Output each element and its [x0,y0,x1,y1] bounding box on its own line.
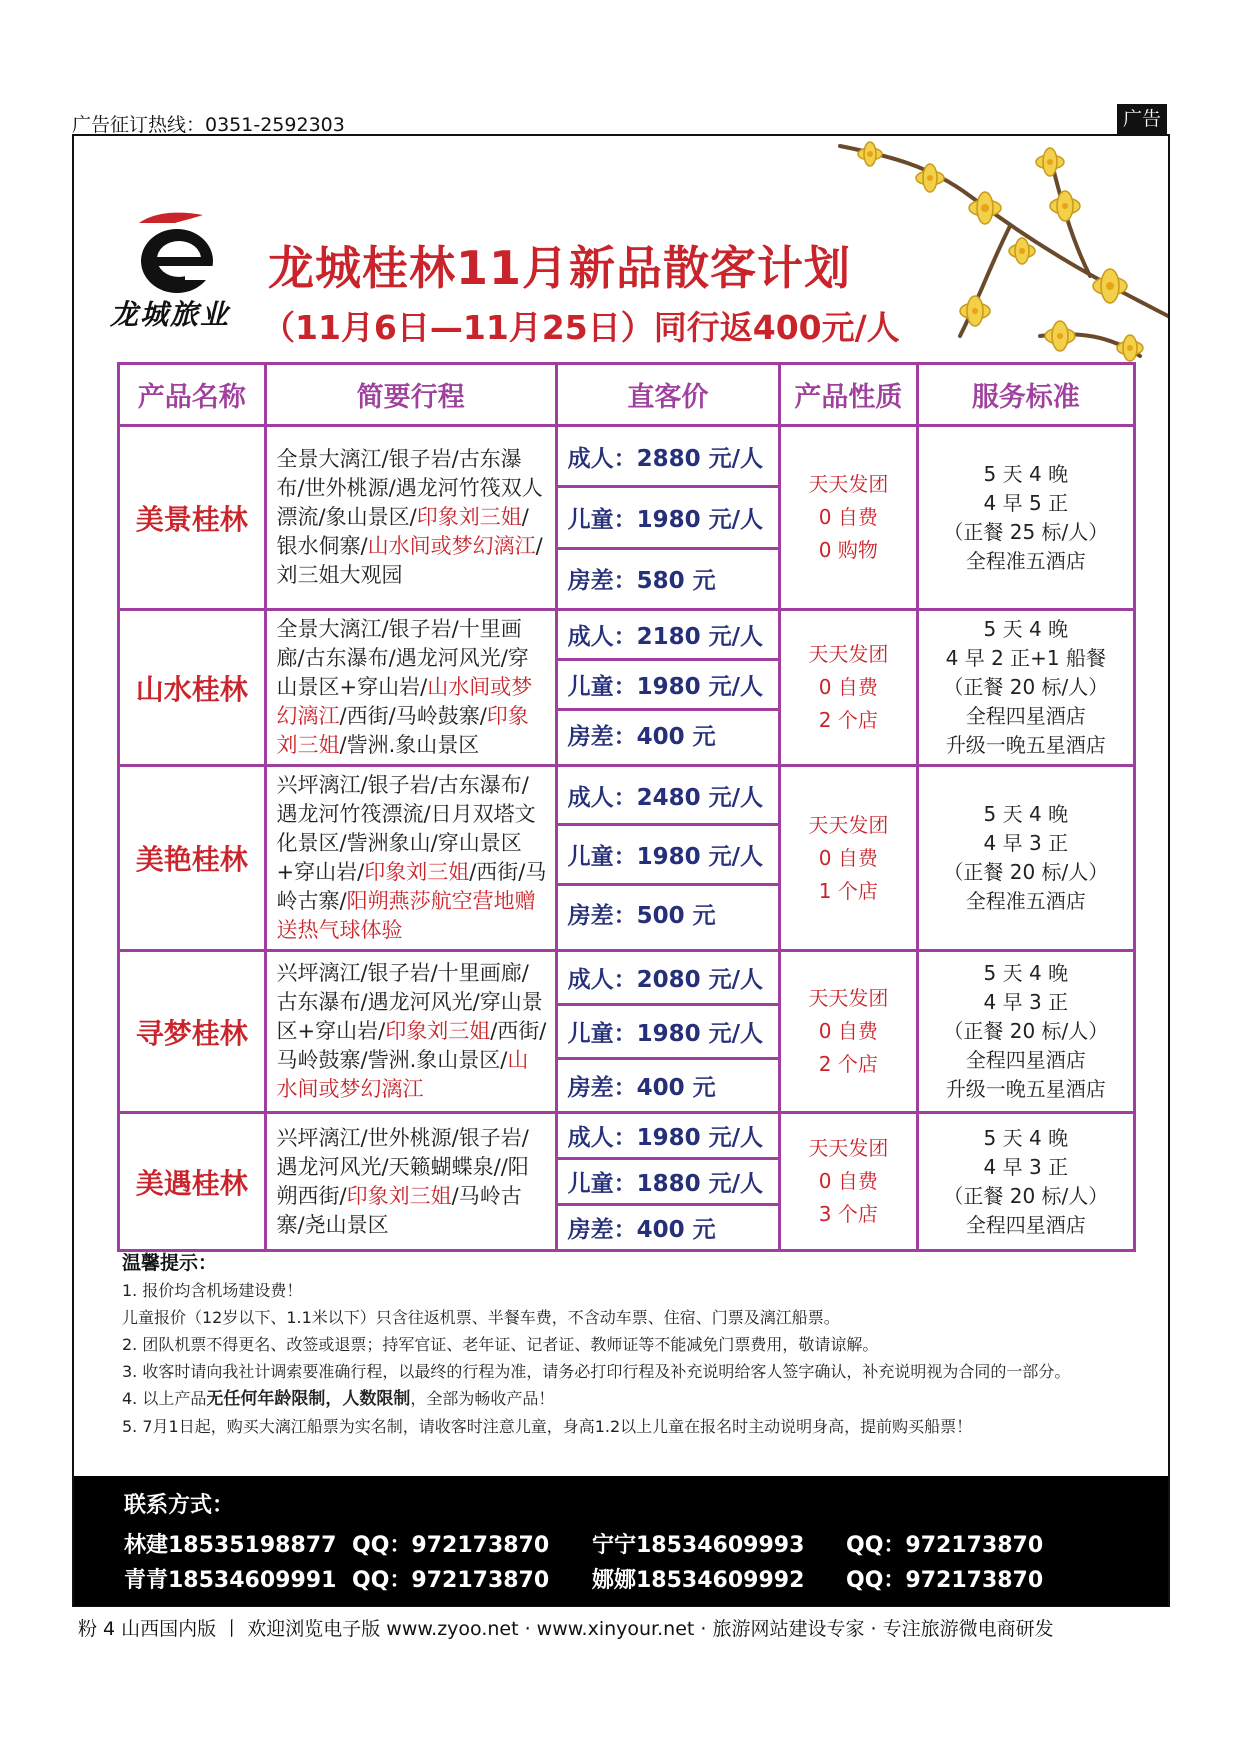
table-row [119,951,1135,1113]
nature-line: 天天发团 [808,472,889,496]
nature-line: 天天发团 [808,642,889,666]
route-highlight: 山水间或梦幻漓江 [276,1048,529,1101]
table-row [119,610,1135,766]
table-row [119,766,1135,951]
contact-phone: 林建18535198877 [124,1533,337,1558]
note-4-mid: ， [325,1389,343,1409]
service-standard [917,1113,1134,1251]
page-subtitle: （11月6日—11月25日）同行返400元/人 [262,308,900,347]
route-highlight: 印象刘三姐 [364,860,470,884]
adult-price: 成人：2480 元/人 [558,767,778,826]
service-line: 全程四星酒店 [965,1212,1086,1237]
nature-line: 2 个店 [818,1052,878,1076]
brand-logo [95,205,245,335]
product-name: 寻梦桂林 [119,951,266,1113]
adult-price: 成人：2880 元/人 [558,427,778,488]
service-line: 5 天 4 晚 [983,961,1069,985]
adult-price: 成人：2080 元/人 [558,952,778,1006]
route-text: /西街/马岭鼓寨/ [339,704,487,728]
contact-row [124,1563,1043,1594]
room-surcharge: 房差：580 元 [567,568,716,595]
ad-hotline: 广告征订热线：0351-2592303 [72,114,345,136]
price-cell [556,426,779,610]
product-name: 美艳桂林 [119,766,266,951]
nature-line: 0 购物 [818,538,878,562]
route-highlight: 印象刘三姐 [416,505,522,529]
page-footer: 粉 4 山西国内版 丨 欢迎浏览电子版 www.zyoo.net · www.xinyour.net · 旅游网站建设专家 · 专注旅游微电商研发 [78,1618,1054,1640]
route-description [265,951,556,1113]
nature-line: 0 自费 [818,1169,878,1193]
service-line: 全程四星酒店 [965,1048,1086,1072]
child-price: 儿童：1980 元/人 [558,826,778,885]
route-text: /訾洲.象山景区 [339,733,480,757]
notes-section [122,1250,1152,1440]
note-3: 3. 收客时请向我社计调索要准确行程，以最终的行程为准，请务必打印行程及补充说明给客人签字确认，补充说明视为合同的一部分。 [122,1362,1071,1381]
route-text: 兴坪漓江/世外桃源/银子岩/遇龙河风光/天籁蝴蝶泉//阳朔西街/ [276,1125,529,1208]
service-line: 5 天 4 晚 [983,617,1069,641]
product-nature [780,766,918,951]
contact-qq: QQ：972173870 [352,1533,550,1558]
route-text: /刘三姐大观园 [276,534,543,587]
route-text: /马岭古寨/尧山景区 [276,1183,522,1237]
contact-row [124,1528,1043,1559]
room-surcharge: 房差：400 元 [567,724,716,750]
service-line: 5 天 4 晚 [983,1125,1069,1150]
note-1: 1. 报价均含机场建设费！ [122,1281,303,1300]
ad-tag: 广告 [1117,104,1167,134]
nature-line: 天天发团 [808,986,889,1010]
route-highlight: 印象刘三姐 [346,1183,452,1208]
page-title: 龙城桂林11月新品散客计划 [268,241,852,295]
route-description [265,1113,556,1251]
header-price: 直客价 [556,364,779,426]
route-highlight: 阳朔燕莎航空营地赠送热气球体验 [276,889,536,942]
adult-price: 成人：1980 元/人 [558,1114,778,1160]
route-highlight: 山水间或梦幻漓江 [276,675,533,728]
price-cell [556,951,779,1113]
product-name: 美景桂林 [119,426,266,610]
header-nature: 产品性质 [780,364,918,426]
dragon-e-logo-icon [131,205,221,300]
service-line: 4 早 5 正 [983,490,1069,515]
route-text: 全景大漓江/银子岩/古东瀑布/世外桃源/遇龙河竹筏双人漂流/象山景区/ [276,447,543,529]
note-5: 5. 7月1日起，购买大漓江船票为实名制，请收客时注意儿童，身高1.2以上儿童在报名时主动说明身高，提前购买船票！ [122,1417,973,1436]
service-line: 全程准五酒店 [965,548,1086,573]
service-standard [917,766,1134,951]
nature-line: 0 自费 [818,845,878,870]
product-nature [780,951,918,1113]
child-price: 儿童：1880 元/人 [558,1160,778,1206]
service-standard [917,951,1134,1113]
note-4-bold-2: 人数限制 [342,1389,411,1409]
service-line: （正餐 20 标/人） [943,1019,1109,1043]
nature-line: 2 个店 [818,708,878,732]
child-price: 儿童：1980 元/人 [558,661,778,711]
room-surcharge: 房差：400 元 [567,1075,716,1101]
product-nature [780,610,918,766]
nature-line: 3 个店 [818,1202,878,1226]
child-price: 儿童：1980 元/人 [558,1006,778,1060]
contact-qq: QQ：972173870 [846,1533,1044,1558]
table-row [119,1113,1135,1251]
header-product-name: 产品名称 [119,364,266,426]
contact-section [74,1476,1168,1606]
service-line: （正餐 25 标/人） [943,519,1109,544]
service-line: 4 早 3 正 [983,1154,1069,1179]
service-line: 全程四星酒店 [965,704,1086,728]
service-line: （正餐 20 标/人） [943,675,1109,699]
price-cell [556,766,779,951]
brand-name: 龙城旅业 [109,298,230,331]
contact-qq: QQ：972173870 [846,1568,1044,1593]
note-4-pre: 4. 以上产品 [122,1389,207,1408]
route-description [265,766,556,951]
contact-qq: QQ：972173870 [352,1568,550,1593]
service-line: 4 早 3 正 [983,990,1069,1014]
service-line: 4 早 2 正+1 船餐 [945,646,1106,670]
service-line: 全程准五酒店 [965,889,1086,913]
price-cell [556,610,779,766]
header-service: 服务标准 [917,364,1134,426]
contact-phone: 娜娜18534609992 [592,1568,805,1593]
service-line: 5 天 4 晚 [983,461,1069,486]
service-line: （正餐 20 标/人） [943,1183,1109,1208]
service-line: 升级一晚五星酒店 [945,1077,1106,1101]
product-name: 山水桂林 [119,610,266,766]
service-line: （正餐 20 标/人） [943,860,1109,884]
note-4-post: ，全部为畅收产品！ [410,1389,555,1408]
adult-price: 成人：2180 元/人 [558,611,778,661]
note-4-bold-1: 无任何年龄限制 [206,1389,326,1409]
table-header-row [119,364,1135,426]
product-nature [780,426,918,610]
contact-phone: 青青18534609991 [124,1568,337,1593]
route-text: 全景大漓江/银子岩/十里画廊/古东瀑布/遇龙河风光/穿山景区+穿山岩/ [276,617,529,699]
notes-title: 温馨提示： [122,1252,218,1274]
route-text: /银水侗寨/ [276,505,529,558]
nature-line: 0 自费 [818,505,878,529]
child-price: 儿童：1980 元/人 [558,488,778,549]
route-highlight: 印象刘三姐 [276,704,529,757]
route-description [265,426,556,610]
route-text: 兴坪漓江/银子岩/古东瀑布/遇龙河竹筏漂流/日月双塔文化景区/訾洲象山/穿山景区+穿山岩/ [276,773,536,884]
route-highlight: 山水间或梦幻漓江 [367,534,536,558]
table-row [119,426,1135,610]
contact-phone: 宁宁18534609993 [592,1533,805,1558]
route-description [265,610,556,766]
tour-plan-table [117,362,1136,1252]
nature-line: 天天发团 [808,812,889,837]
nature-line: 1 个店 [818,878,878,903]
nature-line: 0 自费 [818,1019,878,1043]
route-highlight: 印象刘三姐 [385,1019,491,1043]
route-text: /西街/马岭鼓寨/訾洲.象山景区/ [276,1019,547,1072]
price-cell [556,1113,779,1251]
note-4 [122,1385,1152,1413]
nature-line: 天天发团 [808,1136,889,1160]
contact-title: 联系方式： [124,1493,235,1518]
service-standard [917,610,1134,766]
nature-line: 0 自费 [818,675,878,699]
header-route: 简要行程 [265,364,556,426]
product-name: 美遇桂林 [119,1113,266,1251]
product-nature [780,1113,918,1251]
service-standard [917,426,1134,610]
note-2: 2. 团队机票不得更名、改签或退票；持军官证、老年证、记者证、教师证等不能减免门票费用，敬请谅解。 [122,1335,879,1354]
service-line: 升级一晚五星酒店 [945,733,1106,757]
room-surcharge: 房差：500 元 [567,903,716,930]
route-text: 兴坪漓江/银子岩/十里画廊/古东瀑布/遇龙河风光/穿山景区+穿山岩/ [276,961,543,1043]
note-1b: 儿童报价（12岁以下、1.1米以下）只含往返机票、半餐车费，不含动车票、住宿、门票及漓江船票。 [122,1308,840,1327]
service-line: 5 天 4 晚 [983,802,1069,826]
service-line: 4 早 3 正 [983,831,1069,855]
route-text: /西街/马岭古寨/ [276,860,547,913]
room-surcharge: 房差：400 元 [567,1217,716,1243]
